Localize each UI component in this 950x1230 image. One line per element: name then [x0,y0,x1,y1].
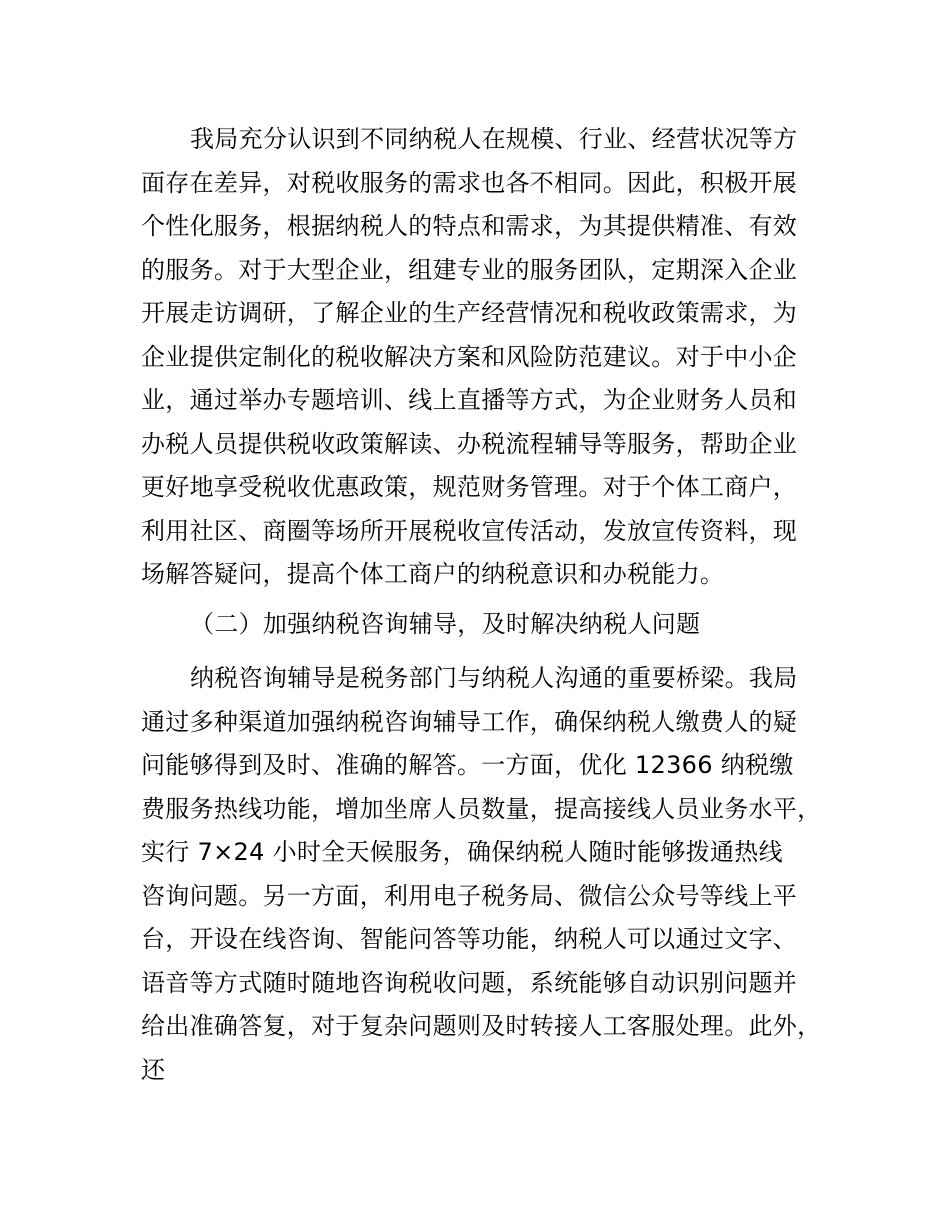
paragraph-1-line-3: 个性化服务，根据纳税人的特点和需求，为其提供精准、有效 [141,212,798,240]
paragraph-1-line-2: 面存在差异，对税收服务的需求也各不相同。因此，积极开展 [141,169,798,197]
paragraph-2-line-7: 台，开设在线咨询、智能问答等功能，纳税人可以通过文字、 [141,925,798,953]
section-heading: （二）加强纳税咨询辅导，及时解决纳税人问题 [190,610,701,638]
paragraph-1-line-10: 利用社区、商圈等场所开展税收宣传活动，发放宣传资料，现 [141,517,798,545]
paragraph-1-line-6: 企业提供定制化的税收解决方案和风险防范建议。对于中小企 [141,343,798,371]
paragraph-2-line-3: 问能够得到及时、准确的解答。一方面，优化 12366 纳税缴 [141,751,794,779]
paragraph-2-line-9: 给出准确答复，对于复杂问题则及时转接人工客服处理。此外， [141,1012,822,1040]
paragraph-2-line-10: 还 [141,1056,166,1084]
paragraph-1-line-9: 更好地享受税收优惠政策，规范财务管理。对于个体工商户， [141,473,798,501]
paragraph-2-line-4: 费服务热线功能，增加坐席人员数量，提高接线人员业务水平， [141,795,822,823]
paragraph-2-line-5: 实行 7×24 小时全天候服务，确保纳税人随时能够拨通热线 [141,838,783,866]
paragraph-1-line-1: 我局充分认识到不同纳税人在规模、行业、经营状况等方 [190,125,798,153]
paragraph-1-line-11: 场解答疑问，提高个体工商户的纳税意识和办税能力。 [141,560,725,588]
paragraph-2-line-8: 语音等方式随时随地咨询税收问题，系统能够自动识别问题并 [141,969,798,997]
paragraph-1-line-8: 办税人员提供税收政策解读、办税流程辅导等服务，帮助企业 [141,430,798,458]
paragraph-1-line-4: 的服务。对于大型企业，组建专业的服务团队，定期深入企业 [141,256,798,284]
paragraph-2-line-1: 纳税咨询辅导是税务部门与纳税人沟通的重要桥梁。我局 [190,664,798,692]
paragraph-2-line-2: 通过多种渠道加强纳税咨询辅导工作，确保纳税人缴费人的疑 [141,708,798,736]
paragraph-1-line-5: 开展走访调研，了解企业的生产经营情况和税收政策需求，为 [141,299,798,327]
paragraph-2-line-6: 咨询问题。另一方面，利用电子税务局、微信公众号等线上平 [141,882,798,910]
paragraph-1-line-7: 业，通过举办专题培训、线上直播等方式，为企业财务人员和 [141,386,798,414]
